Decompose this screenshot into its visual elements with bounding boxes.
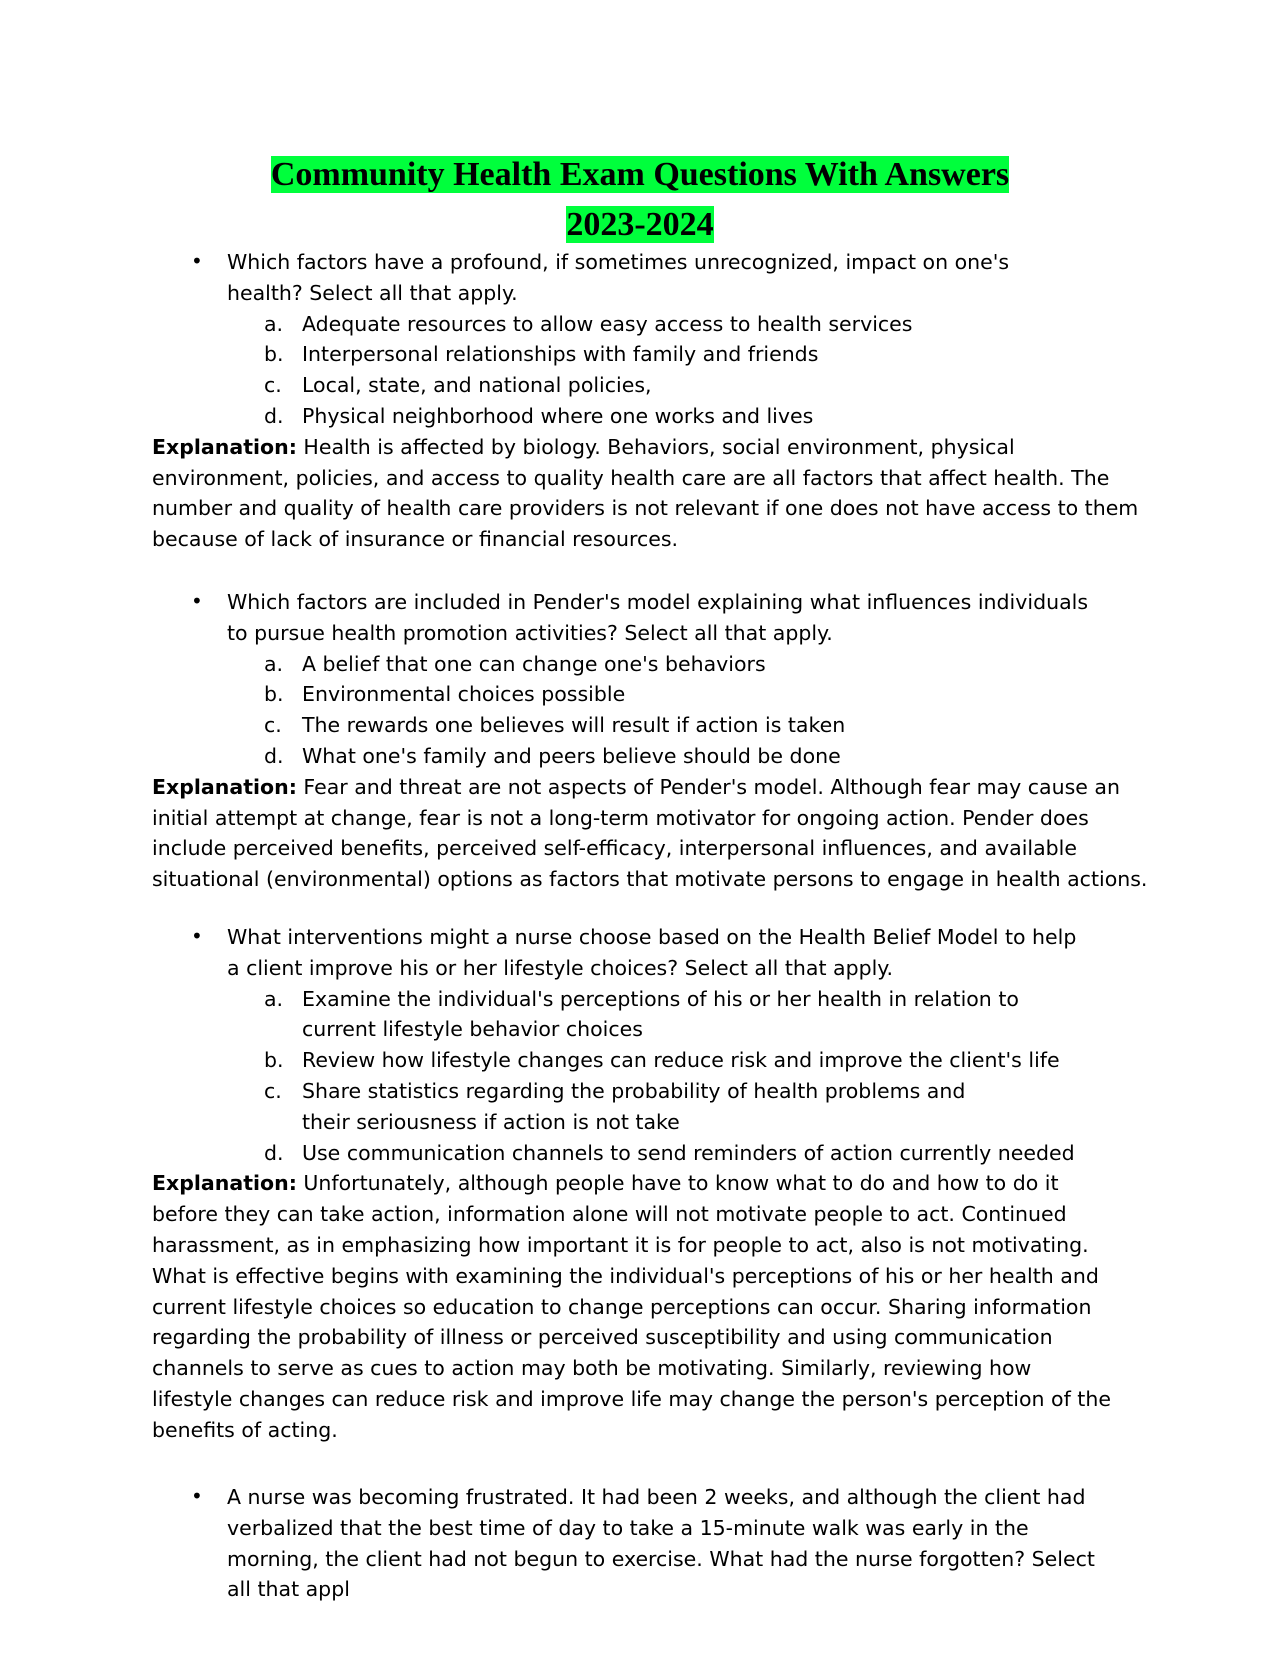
explanation-line	[152, 1295, 1091, 1319]
option-letter: c.	[264, 373, 282, 398]
explanation-text: Health is affected by biology. Behaviors, social environment, physical	[296, 434, 1015, 459]
explanation-text: initial attempt at change, fear is not a long-term motivator for ongoing action. Pender does	[152, 805, 1089, 830]
explanation-line	[152, 1325, 1053, 1349]
question-stem-line: Which factors have a profound, if sometimes unrecognized, impact on one's	[227, 250, 1010, 274]
option-letter: d.	[264, 1140, 284, 1165]
option-text: Physical neighborhood where one works and lives	[302, 404, 814, 428]
option-text: Local, state, and national policies,	[302, 373, 652, 398]
bullet-icon: •	[191, 589, 203, 613]
explanation-line	[152, 1171, 1059, 1195]
bullet-icon: •	[191, 249, 203, 273]
explanation-line	[152, 867, 1147, 891]
explanation-line	[152, 435, 1015, 459]
option-text: What one's family and peers believe should be done	[302, 744, 841, 768]
question-stem-line: to pursue health promotion activities? Select all that apply.	[227, 620, 833, 645]
explanation-label: Explanation:	[152, 1171, 297, 1196]
question-stem-line: all that appl	[227, 1577, 350, 1602]
explanation-text: before they can take action, information alone will not motivate people to act. Continued	[152, 1202, 1067, 1227]
option-letter: b.	[264, 342, 284, 367]
question-stem-line: A nurse was becoming frustrated. It had been 2 weeks, and although the client had	[227, 1485, 1086, 1509]
option-letter: a.	[264, 311, 284, 336]
option-letter: a.	[264, 651, 284, 676]
option-letter: b.	[264, 1048, 284, 1073]
explanation-text: benefits of acting.	[152, 1417, 338, 1442]
question-stem-line: health? Select all that apply.	[227, 280, 518, 305]
question-stem-line: morning, the client had not begun to exercise. What had the nurse forgotten? Select	[227, 1546, 1095, 1571]
title-line-1: Community Health Exam Questions With Answers	[270, 156, 1010, 193]
explanation-label: Explanation:	[152, 774, 297, 799]
option-text: Adequate resources to allow easy access to health services	[302, 311, 913, 336]
option-text: The rewards one believes will result if action is taken	[302, 713, 846, 738]
explanation-text: situational (environmental) options as factors that motivate persons to engage in health actions.	[152, 867, 1148, 892]
option-text: Share statistics regarding the probability of health problems and	[302, 1079, 966, 1103]
explanation-line	[152, 1202, 1067, 1226]
question-stem-line: Which factors are included in Pender's model explaining what influences individuals	[227, 590, 1089, 614]
explanation-text: lifestyle changes can reduce risk and improve life may change the person's perception of the	[152, 1387, 1111, 1411]
question-stem-line: a client improve his or her lifestyle choices? Select all that apply.	[227, 955, 894, 980]
option-text: Interpersonal relationships with family and friends	[302, 342, 819, 367]
question-stem-line: What interventions might a nurse choose based on the Health Belief Model to help	[227, 925, 1077, 949]
explanation-line	[152, 806, 1089, 830]
explanation-text: current lifestyle choices so education to change perceptions can occur. Sharing information	[152, 1294, 1092, 1319]
explanation-line	[152, 1264, 1099, 1288]
explanation-line	[152, 836, 1077, 860]
explanation-text: environment, policies, and access to quality health care are all factors that affect health. The	[152, 465, 1110, 490]
option-letter: d.	[264, 744, 284, 768]
option-text: Review how lifestyle changes can reduce risk and improve the client's life	[302, 1048, 1060, 1073]
option-text: Examine the individual's perceptions of his or her health in relation to	[302, 986, 1019, 1011]
bullet-icon: •	[191, 924, 203, 948]
explanation-text: Unfortunately, although people have to know what to do and how to do it	[296, 1171, 1059, 1196]
option-letter: d.	[264, 404, 284, 428]
option-letter: c.	[264, 713, 282, 738]
explanation-line	[152, 466, 1109, 490]
explanation-line	[152, 775, 1120, 799]
explanation-text: channels to serve as cues to action may both be motivating. Similarly, reviewing how	[152, 1356, 1032, 1381]
option-text: A belief that one can change one's behaviors	[302, 651, 766, 676]
option-text: Environmental choices possible	[302, 682, 626, 707]
option-letter: a.	[264, 986, 284, 1011]
title-line-2: 2023-2024	[566, 206, 714, 243]
explanation-text: harassment, as in emphasizing how important it is for people to act, also is not motivating.	[152, 1233, 1089, 1257]
option-text: current lifestyle behavior choices	[302, 1017, 643, 1042]
explanation-line	[152, 1233, 1089, 1257]
explanation-line	[152, 1356, 1031, 1380]
explanation-line	[152, 1387, 1111, 1411]
option-text: Use communication channels to send reminders of action currently needed	[302, 1140, 1075, 1165]
document-title	[0, 150, 1280, 250]
explanation-text: Fear and threat are not aspects of Pender's model. Although fear may cause an	[296, 774, 1120, 799]
explanation-label: Explanation:	[152, 434, 297, 459]
bullet-icon: •	[191, 1484, 203, 1508]
explanation-text: regarding the probability of illness or perceived susceptibility and using communication	[152, 1325, 1053, 1350]
explanation-line	[152, 496, 1138, 520]
explanation-text: include perceived benefits, perceived self-efficacy, interpersonal influences, and available	[152, 836, 1077, 861]
option-text: their seriousness if action is not take	[302, 1109, 680, 1134]
explanation-text: What is effective begins with examining the individual's perceptions of his or her health and	[152, 1263, 1099, 1288]
explanation-text: number and quality of health care providers is not relevant if one does not have access to them	[152, 496, 1139, 521]
explanation-text: because of lack of insurance or financial resources.	[152, 527, 679, 552]
option-letter: b.	[264, 682, 284, 707]
explanation-line	[152, 1418, 338, 1442]
question-stem-line: verbalized that the best time of day to take a 15-minute walk was early in the	[227, 1515, 1029, 1540]
option-letter: c.	[264, 1079, 282, 1103]
explanation-line	[152, 527, 678, 551]
